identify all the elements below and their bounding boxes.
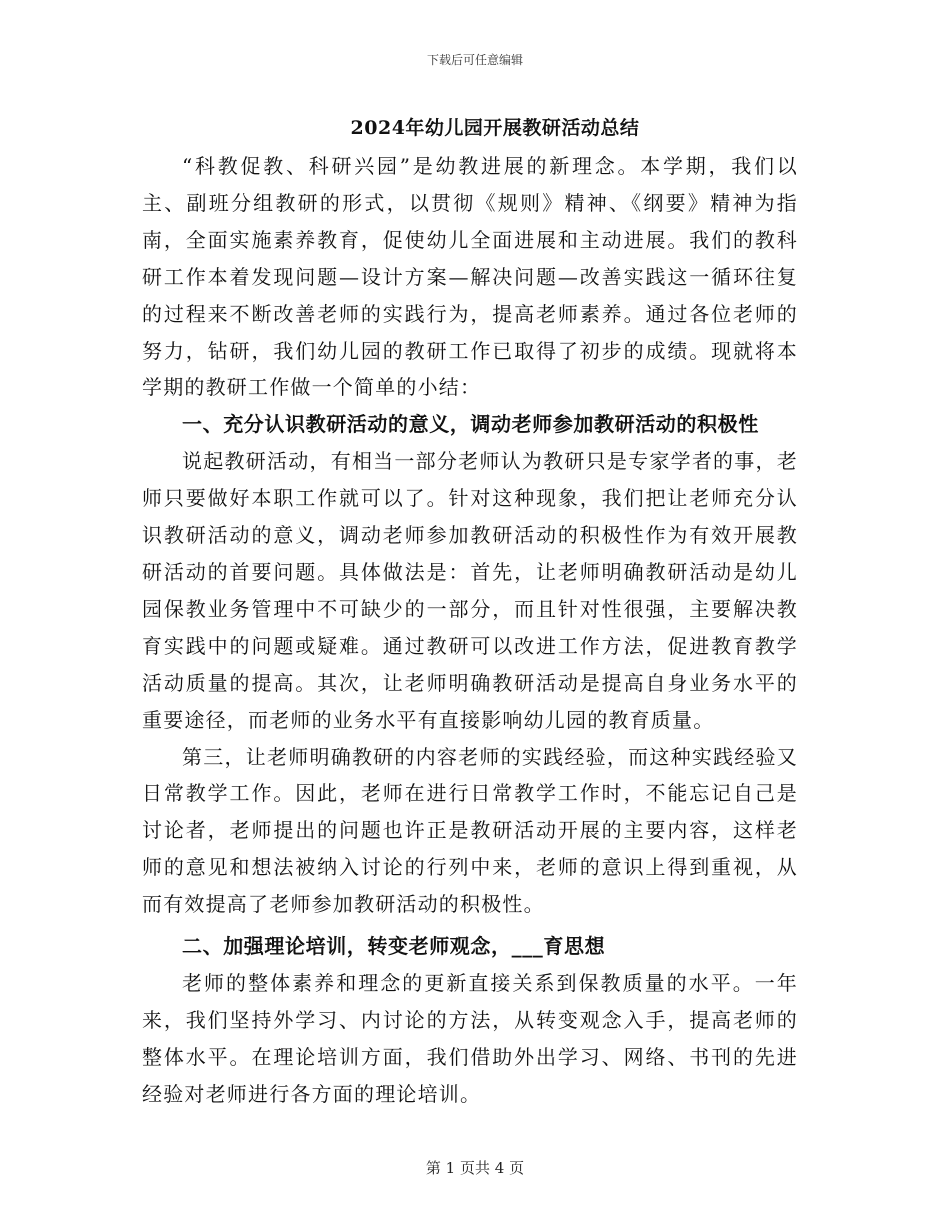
section-1-paragraph-1: 说起教研活动，有相当一部分老师认为教研只是专家学者的事，老师只要做好本职工作就可以了。针对这种现象，我们把让老师充分认识教研活动的意义，调动老师参加教研活动的积极性作为有效开展教研活动的首要问题。具体做法是：首先，让老师明确教研活动是幼儿园保教业务管理中不可缺少的一部分，而且针对性很强，主要解决教育实践中的问题或疑难。通过教研可以改进工作方法，促进教育教学活动质量的提高。其次，让老师明确教研活动是提高自身业务水平的重要途径，而老师的业务水平有直接影响幼儿园的教育质量。 [142, 449, 798, 732]
section-1-heading: 一、充分认识教研活动的意义，调动老师参加教研活动的积极性 [182, 412, 759, 437]
section-2-paragraph-1: 老师的整体素养和理念的更新直接关系到保教质量的水平。一年来，我们坚持外学习、内讨论的方法，从转变观念入手，提高老师的整体水平。在理论培训方面，我们借助外出学习、网络、书刊的先进经验对老师进行各方面的理论培训。 [142, 970, 798, 1106]
section-2-heading: 二、加强理论培训，转变老师观念，___育思想 [182, 934, 606, 959]
page-header-note: 下载后可任意编辑 [426, 53, 523, 67]
intro-paragraph: “科教促教、科研兴园”是幼教进展的新理念。本学期，我们以主、副班分组教研的形式，以贯彻《规则》精神、《纲要》精神为指南，全面实施素养教育，促使幼儿全面进展和主动进展。我们的教科研工作本着发现问题—设计方案—解决问题—改善实践这一循环往复的过程来不断改善老师的实践行为，提高老师素养。通过各位老师的努力，钻研，我们幼儿园的教研工作已取得了初步的成绩。现就将本学期的教研工作做一个简单的小结： [142, 154, 798, 400]
document-body [142, 148, 798, 1113]
document-title: 2024年幼儿园开展教研活动总结 [350, 117, 640, 139]
section-1-paragraph-2: 第三，让老师明确教研的内容老师的实践经验，而这种实践经验又日常教学工作。因此，老师在进行日常教学工作时，不能忘记自己是讨论者，老师提出的问题也许正是教研活动开展的主要内容，这样老师的意见和想法被纳入讨论的行列中来，老师的意识上得到重视，从而有效提高了老师参加教研活动的积极性。 [142, 744, 798, 917]
page-number: 第 1 页共 4 页 [425, 1159, 525, 1177]
